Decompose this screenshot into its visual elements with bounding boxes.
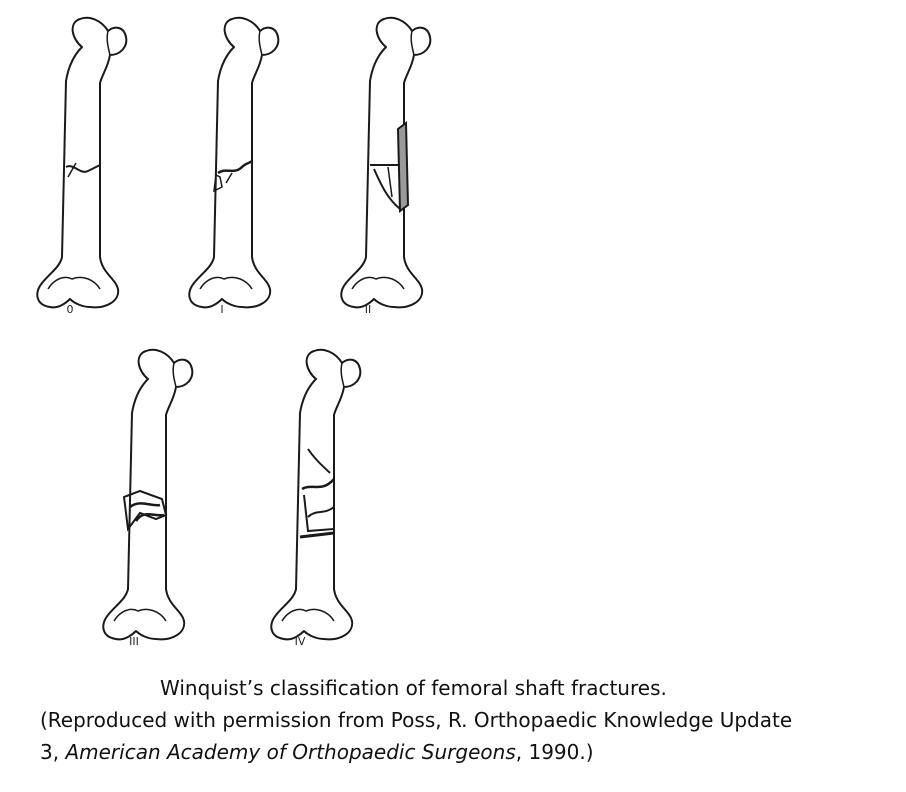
femur-type-ii xyxy=(334,12,434,312)
caption-year: , 1990.) xyxy=(515,740,594,764)
panel-label: 0 xyxy=(66,303,74,316)
femur-type-iii xyxy=(96,344,196,644)
femur-type-0 xyxy=(30,12,130,312)
caption-credit-text: (Reproduced with permission from Poss, R. Orthopaedic Knowledge Update xyxy=(40,708,793,732)
caption-publisher: American Academy of Orthopaedic Surgeons xyxy=(65,740,516,764)
panel-label: III xyxy=(129,635,139,648)
figure-caption xyxy=(40,672,900,768)
femur-type-iv xyxy=(264,344,364,644)
panel-label: I xyxy=(220,303,224,316)
caption-title: Winquist’s classification of femoral shaft fractures. xyxy=(160,676,667,700)
panel-label: IV xyxy=(294,635,306,648)
caption-credit-text-2: 3, xyxy=(40,740,66,764)
panel-label: II xyxy=(364,303,372,316)
femur-type-i xyxy=(182,12,282,312)
caption-credit-line-2 xyxy=(40,736,900,768)
caption-credit-line xyxy=(40,704,900,736)
